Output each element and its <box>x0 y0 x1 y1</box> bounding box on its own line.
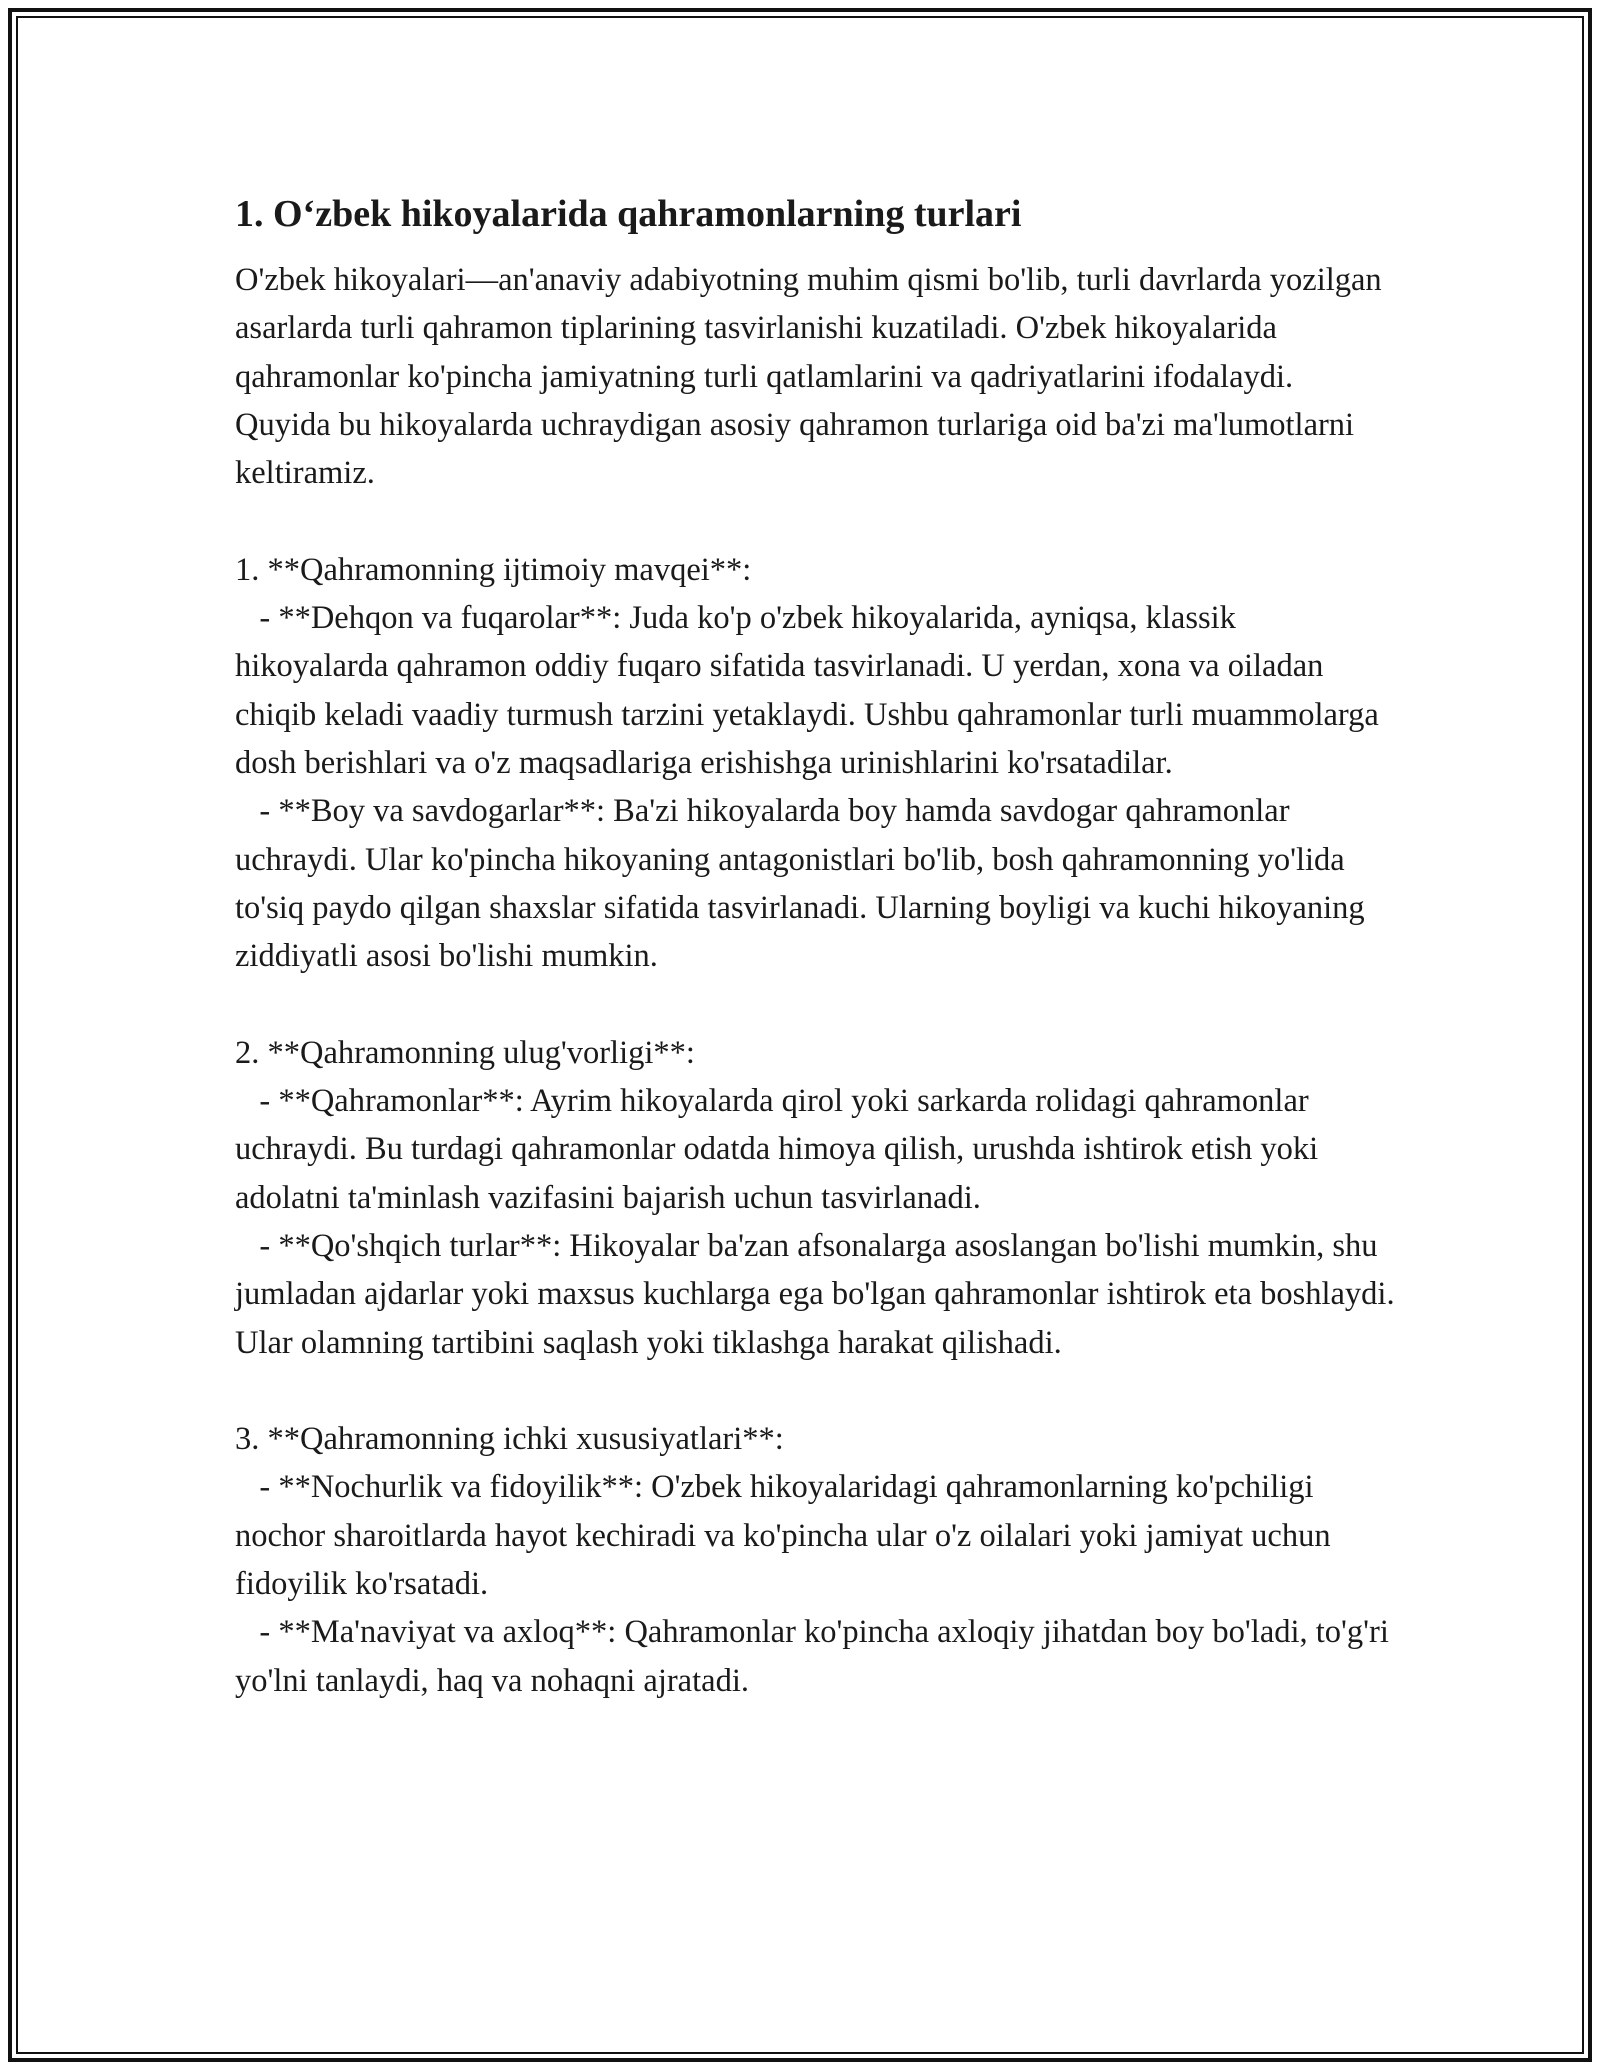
list-item-merchants: - **Boy va savdogarlar**: Ba'zi hikoyalarda boy hamda savdogar qahramonlar uchraydi. Ular ko'pincha hikoyaning antagonistlari bo'lib, bosh qahramonning yo'lida to'siq paydo qilgan shaxslar sifatida tasvirlanadi. Ularning boyligi va kuchi hikoyaning ziddiyatli asosi bo'lishi mumkin. <box>235 793 1373 975</box>
section-title-social-status: 1. **Qahramonning ijtimoiy mavqei**: <box>235 551 752 588</box>
list-item-devotion: - **Nochurlik va fidoyilik**: O'zbek hikoyalaridagi qahramonlarning ko'pchiligi nochor sharoitlarda hayot kechiradi va ko'pincha ular o'z oilalari yoki jamiyat uchun fidoyilik ko'rsatadi. <box>235 1469 1339 1603</box>
document-body <box>235 188 1403 1705</box>
section-title-inner-traits: 3. **Qahramonning ichki xususiyatlari**: <box>235 1421 784 1458</box>
section-title-greatness: 2. **Qahramonning ulug'vorligi**: <box>235 1034 695 1071</box>
list-item-morality: - **Ma'naviyat va axloq**: Qahramonlar ko'pincha axloqiy jihatdan boy bo'ladi, to'g'ri yo'lni tanlaydi, haq va nohaqni ajratadi. <box>235 1614 1397 1699</box>
blank-line <box>235 1367 1395 1415</box>
list-item-heroes: - **Qahramonlar**: Ayrim hikoyalarda qirol yoki sarkarda rolidagi qahramonlar uchraydi. Bu turdagi qahramonlar odatda himoya qilish, urushda ishtirok etish yoki adolatni ta'minlash vazifasini bajarish uchun tasvirlanadi. <box>235 1083 1327 1216</box>
intro-paragraph: O'zbek hikoyalari—an'anaviy adabiyotning muhim qismi bo'lib, turli davrlarda yozilgan asarlarda turli qahramon tiplarining tasvirlanishi kuzatiladi. O'zbek hikoyalarida qahramonlar ko'pincha jamiyatning turli qatlamlarini va qadriyatlarini ifodalaydi. Quyida bu hikoyalarda uchraydigan asosiy qahramon turlariga oid ba'zi ma'lumotlarni keltiramiz. <box>235 262 1390 492</box>
list-item-peasants: - **Dehqon va fuqarolar**: Juda ko'p o'zbek hikoyalarida, ayniqsa, klassik hikoyalarda qahramon oddiy fuqaro sifatida tasvirlanadi. U yerdan, xona va oiladan chiqib keladi vaadiy turmush tarzini yetaklaydi. Ushbu qahramonlar turli muammolarga dosh berishlari va o'z maqsadlariga erishishga urinishlarini ko'rsatadilar. <box>235 600 1387 781</box>
blank-line <box>235 497 1395 545</box>
blank-line <box>235 980 1395 1028</box>
document-heading: 1. O‘zbek hikoyalarida qahramonlarning turlari <box>235 193 1022 235</box>
list-item-mythic-types: - **Qo'shqich turlar**: Hikoyalar ba'zan afsonalarga asoslangan bo'lishi mumkin, shu jumladan ajdarlar yoki maxsus kuchlarga ega bo'lgan qahramonlar ishtirok eta boshlaydi. Ular olamning tartibini saqlash yoki tiklashga harakat qilishadi. <box>235 1227 1403 1361</box>
